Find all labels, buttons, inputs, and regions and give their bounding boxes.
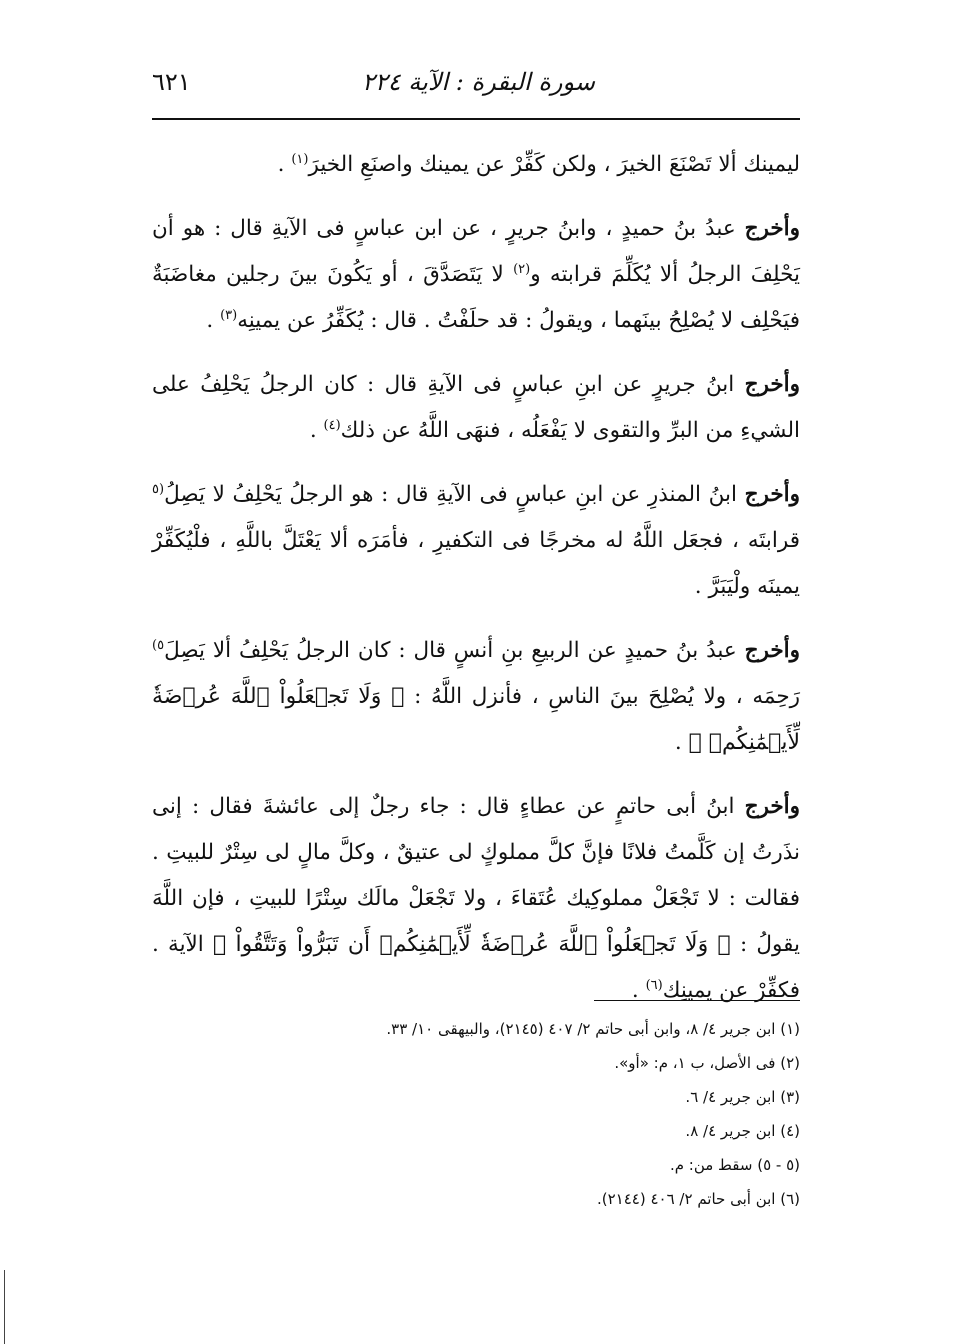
paragraph-2 xyxy=(152,206,800,344)
footnote-4: (٤) ابن جرير ٤/ ٨. xyxy=(685,1122,800,1140)
paragraph-text: ابنُ أبى حاتمٍ عن عطاءٍ قال : جاء رجلٌ إلى عائشةَ فقال : إنى نذَرتُ إن كَلَّمتُ فلانًا فإنَّ كلَّ مملوكٍ لى عتيقٌ ، وكلَّ مالٍ لى سِتْرٌ للبيتِ . فقالت : لا تَجْعَلْ مملوكِيك عُتَقاءَ ، ولا تَجْعَلْ مالَك سِتْرًا للبيتِ ، فإن اللَّهَ يقولُ : xyxy=(152,794,801,957)
footnote-rule xyxy=(594,1000,800,1001)
paragraph-text: عبدُ بنُ حميدٍ ، وابنُ جريرٍ ، عن ابن عباسٍ فى الآيةِ قال : هو أن يَحْلِفَ الرجلُ ألا يُكَلِّمَ قرابته و xyxy=(152,216,800,287)
paragraph-lead: وأخرج xyxy=(744,482,800,507)
header-rule xyxy=(152,118,800,120)
paragraph-text-continued: قرابتَه ، فجعَل اللَّهُ له مخرجًا فى التكفيرِ ، فأمَرَه ألا يَعْتَلَّ باللَّهِ ، فلْيُكَفِّرْ يمينَه ولْيَبَرَّ . xyxy=(152,528,800,599)
main-text xyxy=(152,142,800,1032)
paragraph-3 xyxy=(152,362,800,454)
paragraph-end: . xyxy=(631,978,646,1003)
quran-verse: ﴿ وَلَا تَجۡعَلُواْ ٱللَّهَ عُرۡضَةٗ لِّأَيۡمَٰنِكُمۡ أَن تَبَرُّواْ وَتَتَّقُواْ ﴾ xyxy=(212,932,731,957)
paragraph-text: ابنُ جريرٍ عن ابنِ عباسٍ فى الآيةِ قال : كان الرجلُ يَحْلِفُ على الشيءِ من البرِّ والتقوى لا يَفْعَلُه ، فنهَى اللَّهُ عن ذلك xyxy=(152,372,800,443)
page-header xyxy=(152,62,800,112)
paragraph-text-continued: لا يَتَصَدَّقَ ، أو يَكُونَ بينَ رجلين مغاضَبَةٌ فيَحْلِف لا يُصْلِحُ بينَهما ، ويقولُ : قد حلَفْتُ . قال : يُكَفِّرُ عن يمينِه xyxy=(152,262,800,333)
footnote-ref: (٤) xyxy=(323,417,341,433)
paragraph-text: عبدُ بنُ حميدٍ عن الربيعِ بنِ أنسٍ قال : كان الرجلُ يَحْلِفُ ألا يَصِلَ xyxy=(164,638,745,663)
footnote-ref: ٥) xyxy=(152,637,165,653)
running-title: سورة البقرة : الآية ٢٢٤ xyxy=(361,68,595,96)
paragraph-lead: وأخرج xyxy=(744,794,800,819)
footnote-ref: (٢) xyxy=(513,261,531,277)
paragraph-text-continued: الآية . فكفِّرْ عن يمينِك xyxy=(152,932,800,1003)
footnote-5: (٥ - ٥) سقط من: م. xyxy=(669,1156,800,1174)
paragraph-end: . xyxy=(309,418,324,443)
page-number: ٦٢١ xyxy=(152,68,191,96)
paragraph-text-continued: رَحِمَه ، ولا يُصْلِحَ بينَ الناسِ ، فأنزل اللَّهُ : xyxy=(404,684,800,709)
footnote-ref: (٦) xyxy=(645,977,663,993)
footnotes xyxy=(152,1012,800,1216)
paragraph-1 xyxy=(152,142,800,188)
footnote-ref: (٣) xyxy=(220,307,238,323)
paragraph-lead: وأخرج xyxy=(744,638,800,663)
paragraph-4 xyxy=(152,472,800,610)
footnote-1: (١) ابن جرير ٤/ ٨، وابن أبى حاتم ٢/ ٤٠٧ (٢١٤٥)، والبيهقى ١٠/ ٣٣. xyxy=(386,1020,800,1038)
footnote-ref: (٥ xyxy=(152,481,165,497)
footnote-6: (٦) ابن أبى حاتم ٢/ ٤٠٦ (٢١٤٤). xyxy=(597,1190,800,1208)
footnote-ref: (١) xyxy=(291,151,309,167)
paragraph-text: ابنُ المنذرِ عن ابنِ عباسٍ فى الآيةِ قال : هو الرجلُ يَحْلِفُ لا يَصِلُ xyxy=(164,482,745,507)
paragraph-lead: وأخرج xyxy=(744,216,800,241)
paragraph-lead: وأخرج xyxy=(744,372,800,397)
footnote-3: (٣) ابن جرير ٤/ ٦. xyxy=(685,1088,800,1106)
paragraph-text: ليمينك ألا تَصْنَعَ الخيرَ ، ولكن كَفِّرْ عن يمينك واصنَعِ الخيرَ xyxy=(308,152,800,177)
quran-verse: ﴿ وَلَا تَجۡعَلُواْ ٱللَّهَ عُرۡضَةٗ لِّأَيۡمَٰنِكُمۡ ﴾ xyxy=(152,684,800,755)
footnote-2: (٢) فى الأصل، ب ١، م: «أو». xyxy=(614,1054,800,1072)
paragraph-end: . xyxy=(674,730,689,755)
paragraph-5 xyxy=(152,628,800,766)
paragraph-6 xyxy=(152,784,800,1014)
paragraph-end: . xyxy=(277,152,292,177)
paragraph-end: . xyxy=(206,308,221,333)
scan-edge-line xyxy=(4,1270,5,1344)
